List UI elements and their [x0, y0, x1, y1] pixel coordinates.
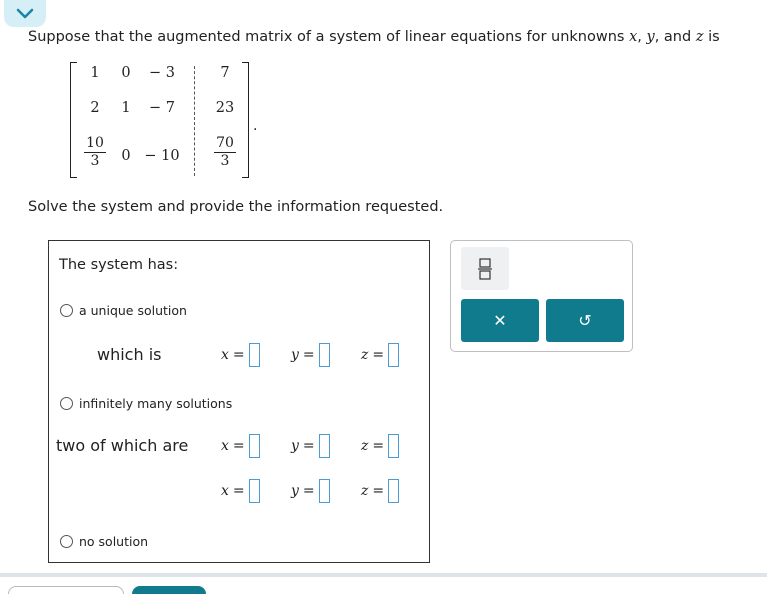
instruction-text: Solve the system and provide the information requested. [28, 199, 444, 215]
equals-sign: = [302, 347, 315, 363]
radio-no-solution[interactable] [60, 535, 73, 548]
inf1-y-input[interactable] [319, 434, 330, 458]
inf1-z-input[interactable] [388, 434, 399, 458]
equals-sign: = [302, 438, 315, 454]
var-z: z [361, 347, 369, 363]
radio-infinitely-many[interactable] [60, 397, 73, 410]
matrix-cell: 0 [121, 148, 131, 164]
equals-sign: = [232, 483, 245, 499]
matrix-cell: − 3 [149, 65, 175, 81]
matrix-cell: 23 [215, 100, 235, 116]
undo-icon: ↺ [578, 311, 592, 330]
inf2-z-group [361, 479, 399, 503]
comma: , [637, 29, 642, 45]
fraction-denominator: 3 [220, 153, 230, 170]
var-y: y [646, 29, 655, 45]
question-text [28, 29, 720, 45]
matrix-cell: 1 [121, 100, 131, 116]
radio-unique-solution[interactable] [60, 304, 73, 317]
equals-sign: = [372, 347, 385, 363]
collapse-toggle[interactable] [4, 0, 46, 27]
clear-button[interactable] [461, 299, 539, 342]
equals-sign: = [302, 483, 315, 499]
var-y: y [291, 438, 299, 454]
fraction-denominator: 3 [90, 153, 100, 170]
matrix-cell: 7 [220, 65, 230, 81]
unique-y-group [291, 343, 330, 367]
matrix-cell: − 10 [144, 148, 180, 164]
matrix-period: . [253, 118, 258, 134]
question-suffix: is [708, 29, 720, 45]
bottom-secondary-button[interactable] [8, 586, 124, 594]
two-of-which-label: two of which are [56, 436, 189, 455]
var-z: z [695, 29, 704, 45]
matrix-cell: − 7 [149, 100, 175, 116]
equals-sign: = [372, 438, 385, 454]
undo-button[interactable] [546, 299, 624, 342]
tool-panel [450, 240, 633, 352]
inf2-x-group [221, 479, 260, 503]
unique-x-group [221, 343, 260, 367]
inf1-y-group [291, 434, 330, 458]
fraction-numerator: 70 [216, 135, 234, 151]
inf2-y-group [291, 479, 330, 503]
var-x: x [629, 29, 638, 45]
var-z: z [361, 438, 369, 454]
clear-icon: ✕ [493, 311, 507, 330]
comma: , [654, 29, 660, 45]
matrix-right-bracket [242, 62, 249, 178]
bottom-divider [0, 573, 767, 577]
inf2-x-input[interactable] [249, 479, 260, 503]
bottom-primary-button[interactable] [132, 586, 206, 594]
var-z: z [361, 483, 369, 499]
word-and: and [663, 29, 692, 45]
chevron-down-icon [16, 8, 34, 20]
equals-sign: = [232, 438, 245, 454]
fraction-numerator: 10 [86, 135, 104, 151]
question-prefix: Suppose that the augmented matrix of a system of linear equations for unknowns [28, 29, 625, 45]
var-x: x [221, 438, 229, 454]
option-unique-label: a unique solution [79, 303, 187, 318]
augmented-matrix [70, 62, 260, 180]
which-is-label: which is [97, 345, 162, 364]
unique-x-input[interactable] [249, 343, 260, 367]
var-x: x [221, 347, 229, 363]
inf2-y-input[interactable] [319, 479, 330, 503]
fraction-icon [478, 258, 492, 280]
option-infinite-label: infinitely many solutions [79, 396, 233, 411]
answer-box [48, 240, 430, 563]
fraction-button[interactable] [461, 247, 509, 290]
inf1-z-group [361, 434, 399, 458]
matrix-cell: 1 [90, 65, 100, 81]
inf2-z-input[interactable] [388, 479, 399, 503]
unique-y-input[interactable] [319, 343, 330, 367]
matrix-fraction [214, 136, 236, 170]
unique-z-input[interactable] [388, 343, 399, 367]
matrix-fraction [84, 136, 106, 170]
answer-heading: The system has: [59, 257, 179, 273]
var-y: y [291, 347, 299, 363]
augment-divider [194, 66, 195, 176]
equals-sign: = [372, 483, 385, 499]
var-x: x [221, 483, 229, 499]
equals-sign: = [232, 347, 245, 363]
var-y: y [291, 483, 299, 499]
matrix-cell: 2 [90, 100, 100, 116]
matrix-left-bracket [70, 62, 77, 178]
inf1-x-group [221, 434, 260, 458]
option-none-label: no solution [79, 534, 149, 549]
inf1-x-input[interactable] [249, 434, 260, 458]
matrix-cell: 0 [121, 65, 131, 81]
unique-z-group [361, 343, 399, 367]
